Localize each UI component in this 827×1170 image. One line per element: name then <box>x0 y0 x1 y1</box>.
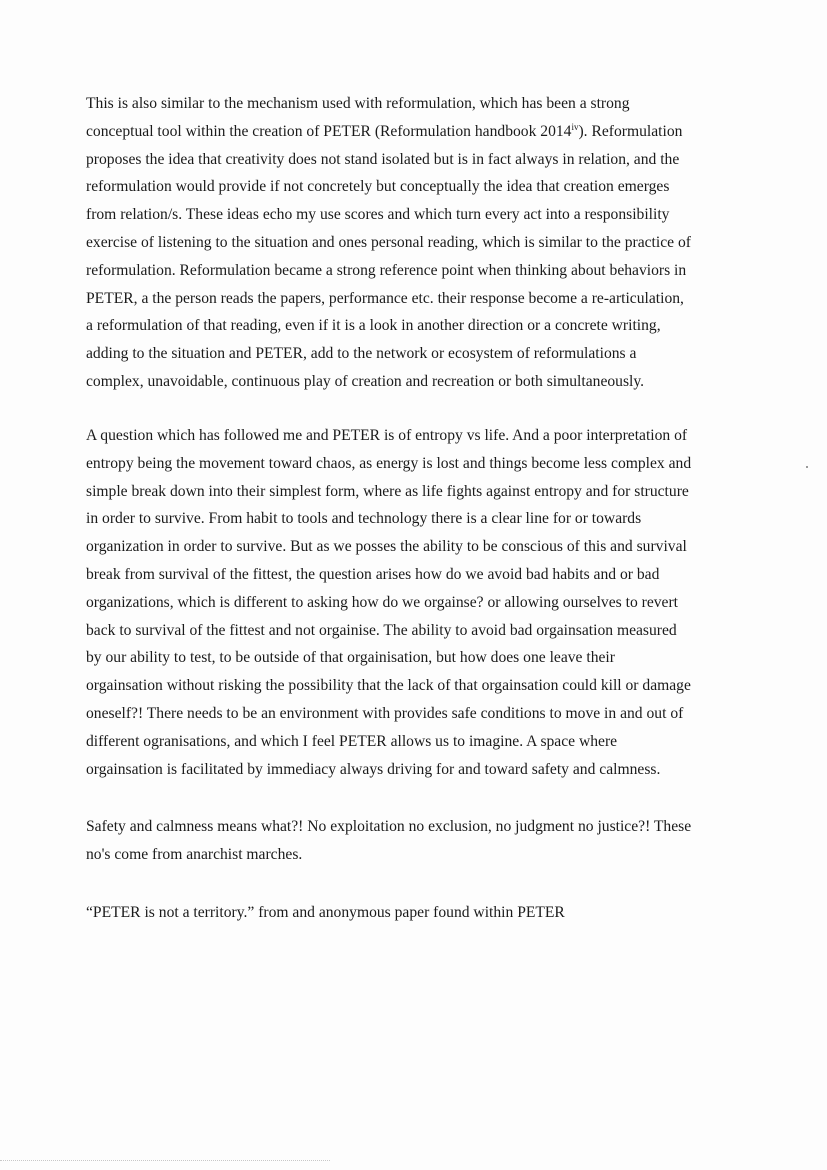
text-line: by our ability to test, to be outside of that orgainisation, but how does one leave their <box>86 649 615 667</box>
text-line: orgainsation without risking the possibility that the lack of that orgainsation could kill or damage <box>86 677 691 695</box>
text-line: a reformulation of that reading, even if it is a look in another direction or a concrete writing, <box>86 317 661 335</box>
text-line: entropy being the movement toward chaos, as energy is lost and things become less complex and <box>86 454 692 472</box>
text-line <box>86 118 746 146</box>
text-line: orgainsation is facilitated by immediacy always driving for and toward safety and calmness. <box>86 760 661 778</box>
text-line: Safety and calmness means what?! No exploitation no exclusion, no judgment no justice?! These <box>86 818 692 835</box>
text-line: reformulation would provide if not concretely but conceptually the idea that creation emerges <box>86 178 670 196</box>
text-line: no's come from anarchist marches. <box>86 845 303 863</box>
text-line: PETER, a the person reads the papers, performance etc. their response become a re-articulation, <box>86 289 684 307</box>
text-line: break from survival of the fittest, the question arises how do we avoid bad habits and or bad <box>86 565 660 583</box>
text-line: from relation/s. These ideas echo my use scores and which turn every act into a responsibility <box>86 206 670 224</box>
text-line: exercise of listening to the situation and ones personal reading, which is similar to the practice of <box>86 233 691 251</box>
text-line: reformulation. Reformulation became a strong reference point when thinking about behaviors in <box>86 261 687 279</box>
paragraph-reformulation <box>86 90 746 396</box>
paragraph-entropy <box>86 422 746 783</box>
text-line: in order to survive. From habit to tools and technology there is a clear line for or towards <box>86 510 642 528</box>
text-segment: conceptual tool within the creation of PETER (Reformulation handbook 2014 <box>86 122 572 140</box>
paragraph-safety <box>86 813 746 869</box>
scan-speck <box>806 466 808 468</box>
text-line: This is also similar to the mechanism used with reformulation, which has been a strong <box>86 95 630 112</box>
text-line: A question which has followed me and PETER is of entropy vs life. And a poor interpretation of <box>86 427 688 444</box>
text-line: adding to the situation and PETER, add to the network or ecosystem of reformulations a <box>86 345 637 363</box>
text-line: proposes the idea that creativity does not stand isolated but is in fact always in relation, and the <box>86 150 680 168</box>
endnote-marker: iv <box>571 121 579 132</box>
text-line: different ogranisations, and which I feel PETER allows us to imagine. A space where <box>86 732 618 750</box>
text-line: back to survival of the fittest and not orgainise. The ability to avoid bad orgainsation measured <box>86 621 677 639</box>
text-segment: ). Reformulation <box>578 122 683 140</box>
text-line: “PETER is not a territory.” from and anonymous paper found within PETER <box>86 904 565 921</box>
scan-edge-artifact <box>0 1160 330 1161</box>
paragraph-quote <box>86 899 746 927</box>
text-line: organizations, which is different to asking how do we orgainse? or allowing ourselves to revert <box>86 593 678 611</box>
text-line: oneself?! There needs to be an environment with provides safe conditions to move in and out of <box>86 704 684 722</box>
text-line: organization in order to survive. But as we posses the ability to be conscious of this and survival <box>86 538 687 556</box>
text-line: complex, unavoidable, continuous play of creation and recreation or both simultaneously. <box>86 372 645 390</box>
text-line: simple break down into their simplest form, where as life fights against entropy and for structure <box>86 482 689 500</box>
